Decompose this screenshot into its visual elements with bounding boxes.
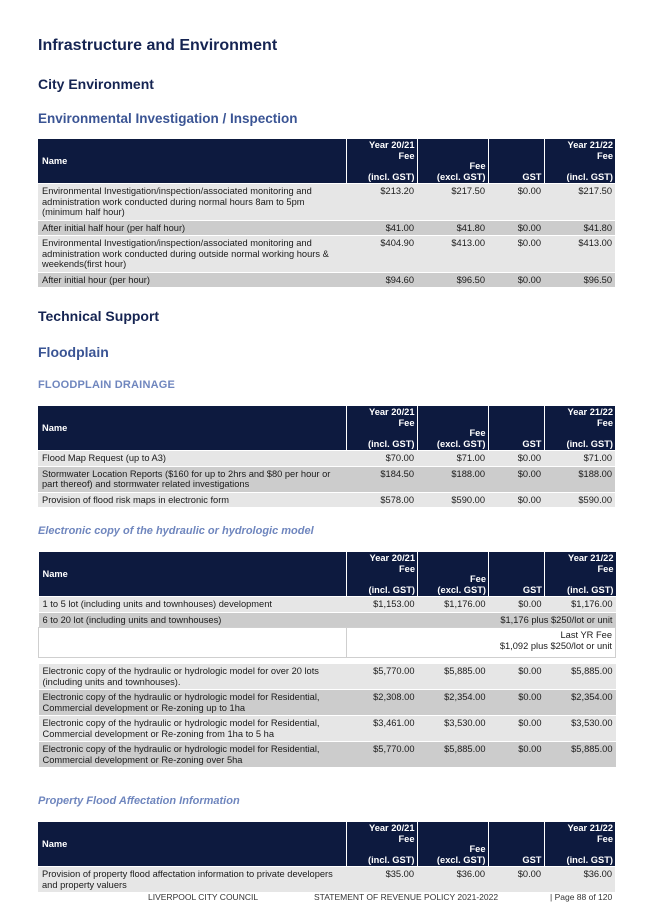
header-gst: GST	[488, 844, 544, 867]
header-curr-incl: (incl. GST)	[544, 161, 615, 184]
header-prev-fee: Fee	[346, 834, 417, 845]
row-fee-incl: $2,354.00	[545, 690, 616, 716]
row-prev-fee: $578.00	[346, 492, 417, 507]
row-fee-incl: $590.00	[544, 492, 615, 507]
row-name: Environmental Investigation/inspection/associated monitoring and administration work conducted during outside normal working hours & weekends(first hour)	[38, 236, 346, 273]
header-gst: GST	[489, 574, 545, 597]
table-header	[38, 822, 615, 867]
row-fee-excl: $36.00	[417, 867, 488, 893]
row-prev-fee: $213.20	[346, 184, 417, 221]
subheading-environmental-investigation: Environmental Investigation / Inspection	[38, 111, 298, 126]
row-gst: $0.00	[488, 184, 544, 221]
row-prev-fee: $94.60	[346, 272, 417, 287]
table-row	[39, 597, 616, 613]
header-prev-fee: Fee	[346, 151, 417, 162]
row-fee-note: $1,176 plus $250/lot or unit	[347, 612, 616, 628]
row-gst: $0.00	[489, 716, 545, 742]
category-floodplain-drainage: FLOODPLAIN DRAINAGE	[38, 379, 176, 391]
row-fee-incl: $217.50	[544, 184, 615, 221]
header-prev-incl: (incl. GST)	[346, 428, 417, 451]
row-fee-incl: $36.00	[544, 867, 615, 893]
row-fee-excl: $5,885.00	[418, 664, 489, 690]
header-prev-incl: (incl. GST)	[347, 574, 418, 597]
row-name: Flood Map Request (up to A3)	[38, 451, 346, 467]
header-prev-fee: Fee	[346, 418, 417, 429]
row-fee-excl: $41.80	[417, 220, 488, 236]
header-prev-year: Year 20/21	[347, 552, 418, 564]
row-name: Electronic copy of the hydraulic or hydrologic model for over 20 lots (including units and townhouses).	[39, 664, 347, 690]
table-row	[39, 628, 616, 658]
row-fee-incl: $5,885.00	[545, 742, 616, 768]
header-gst: GST	[488, 428, 544, 451]
header-name: Name	[38, 139, 346, 184]
table-header	[38, 139, 615, 184]
row-fee-incl: $3,530.00	[545, 716, 616, 742]
row-gst: $0.00	[488, 492, 544, 507]
header-name: Name	[39, 552, 347, 597]
header-fee-excl: Fee (excl. GST)	[417, 844, 488, 867]
header-curr-fee: Fee	[544, 834, 615, 845]
row-fee-excl: $188.00	[417, 466, 488, 492]
table-row	[39, 716, 616, 742]
row-name: After initial hour (per hour)	[38, 272, 346, 287]
table-row	[39, 664, 616, 690]
table-row	[38, 466, 615, 492]
header-curr-fee: Fee	[545, 564, 616, 575]
row-gst: $0.00	[489, 690, 545, 716]
subheading-electronic-model: Electronic copy of the hydraulic or hydrologic model	[38, 525, 314, 537]
row-fee-excl: $3,530.00	[418, 716, 489, 742]
footer-document-title: STATEMENT OF REVENUE POLICY 2021-2022	[314, 892, 499, 902]
row-prev-fee: $3,461.00	[347, 716, 418, 742]
section-heading-technical-support: Technical Support	[38, 308, 160, 324]
row-gst: $0.00	[488, 220, 544, 236]
row-name: Stormwater Location Reports ($160 for up to 2hrs and $80 per hour or part thereof) and stormwater related investigations	[38, 466, 346, 492]
row-gst: $0.00	[489, 597, 545, 613]
header-name: Name	[38, 822, 346, 867]
footer-council: LIVERPOOL CITY COUNCIL	[148, 892, 259, 902]
header-prev-year: Year 20/21	[346, 822, 417, 834]
row-name: Provision of property flood affectation information to private developers and property valuers	[38, 867, 346, 893]
header-curr-year: Year 21/22	[544, 139, 615, 151]
table-row	[39, 690, 616, 716]
subheading-floodplain: Floodplain	[38, 344, 109, 360]
header-curr-year: Year 21/22	[544, 406, 615, 418]
table-row	[39, 742, 616, 768]
row-fee-excl: $590.00	[417, 492, 488, 507]
row-name: Environmental Investigation/inspection/associated monitoring and administration work conducted during normal hours 8am to 5pm (minimum half hour)	[38, 184, 346, 221]
header-fee-excl: Fee (excl. GST)	[417, 428, 488, 451]
subheading-property-flood-affectation: Property Flood Affectation Information	[38, 795, 240, 807]
row-fee-incl: $5,885.00	[545, 664, 616, 690]
header-gst: GST	[488, 161, 544, 184]
fee-table-floodplain-drainage	[38, 406, 615, 507]
header-prev-year: Year 20/21	[346, 139, 417, 151]
row-gst: $0.00	[488, 272, 544, 287]
header-prev-year: Year 20/21	[346, 406, 417, 418]
row-fee-excl: $217.50	[417, 184, 488, 221]
row-gst: $0.00	[488, 867, 544, 893]
row-name: Electronic copy of the hydraulic or hydrologic model for Residential, Commercial development or Re-zoning up to 1ha	[39, 690, 347, 716]
row-fee-excl: $96.50	[417, 272, 488, 287]
fee-table-property-flood-affectation	[38, 822, 615, 892]
row-fee-excl: $71.00	[417, 451, 488, 467]
row-gst: $0.00	[489, 664, 545, 690]
table-header	[39, 552, 616, 597]
section-heading-city-environment: City Environment	[38, 76, 154, 92]
row-gst: $0.00	[489, 742, 545, 768]
table-row	[38, 236, 615, 273]
header-curr-fee: Fee	[544, 151, 615, 162]
header-curr-incl: (incl. GST)	[545, 574, 616, 597]
header-prev-incl: (incl. GST)	[346, 844, 417, 867]
header-curr-fee: Fee	[544, 418, 615, 429]
row-prev-fee: $5,770.00	[347, 742, 418, 768]
row-fee-excl: $2,354.00	[418, 690, 489, 716]
fee-table-hydraulic-model	[38, 552, 616, 767]
row-prev-fee: $404.90	[346, 236, 417, 273]
header-fee-excl: Fee (excl. GST)	[417, 161, 488, 184]
row-fee-excl: $5,885.00	[418, 742, 489, 768]
table-row	[38, 184, 615, 221]
row-name: 6 to 20 lot (including units and townhouses)	[39, 612, 347, 628]
row-fee-excl: $413.00	[417, 236, 488, 273]
row-prev-fee: $2,308.00	[347, 690, 418, 716]
header-prev-fee: Fee	[347, 564, 418, 575]
table-row	[39, 612, 616, 628]
row-name: Electronic copy of the hydraulic or hydrologic model for Residential, Commercial development or Re-zoning over 5ha	[39, 742, 347, 768]
table-row	[38, 492, 615, 507]
header-prev-incl: (incl. GST)	[346, 161, 417, 184]
header-curr-year: Year 21/22	[545, 552, 616, 564]
row-name: Electronic copy of the hydraulic or hydrologic model for Residential, Commercial development or Re-zoning from 1ha to 5 ha	[39, 716, 347, 742]
table-row	[38, 451, 615, 467]
row-prev-fee: $41.00	[346, 220, 417, 236]
header-curr-incl: (incl. GST)	[544, 428, 615, 451]
row-prev-fee: $70.00	[346, 451, 417, 467]
table-header	[38, 406, 615, 451]
table-row	[38, 220, 615, 236]
header-fee-excl: Fee (excl. GST)	[418, 574, 489, 597]
table-row	[38, 867, 615, 893]
row-fee-incl: $71.00	[544, 451, 615, 467]
fee-table-environmental-investigation	[38, 139, 615, 287]
row-prev-fee: $1,153.00	[347, 597, 418, 613]
row-fee-excl: $1,176.00	[418, 597, 489, 613]
row-name: 1 to 5 lot (including units and townhouses) development	[39, 597, 347, 613]
row-gst: $0.00	[488, 451, 544, 467]
row-fee-incl: $96.50	[544, 272, 615, 287]
footer-page-number: | Page 88 of 120	[550, 892, 613, 902]
page-title: Infrastructure and Environment	[38, 37, 278, 54]
header-name: Name	[38, 406, 346, 451]
row-name: After initial half hour (per half hour)	[38, 220, 346, 236]
row-fee-incl: $188.00	[544, 466, 615, 492]
header-curr-year: Year 21/22	[544, 822, 615, 834]
row-prev-fee: $5,770.00	[347, 664, 418, 690]
row-fee-incl: $413.00	[544, 236, 615, 273]
row-prev-fee: $35.00	[346, 867, 417, 893]
row-fee-incl: $1,176.00	[545, 597, 616, 613]
header-curr-incl: (incl. GST)	[544, 844, 615, 867]
row-name: Provision of flood risk maps in electronic form	[38, 492, 346, 507]
row-fee-incl: $41.80	[544, 220, 615, 236]
row-last-year-fee-note: Last YR Fee $1,092 plus $250/lot or unit	[347, 628, 616, 658]
table-row	[38, 272, 615, 287]
row-gst: $0.00	[488, 466, 544, 492]
row-prev-fee: $184.50	[346, 466, 417, 492]
row-gst: $0.00	[488, 236, 544, 273]
